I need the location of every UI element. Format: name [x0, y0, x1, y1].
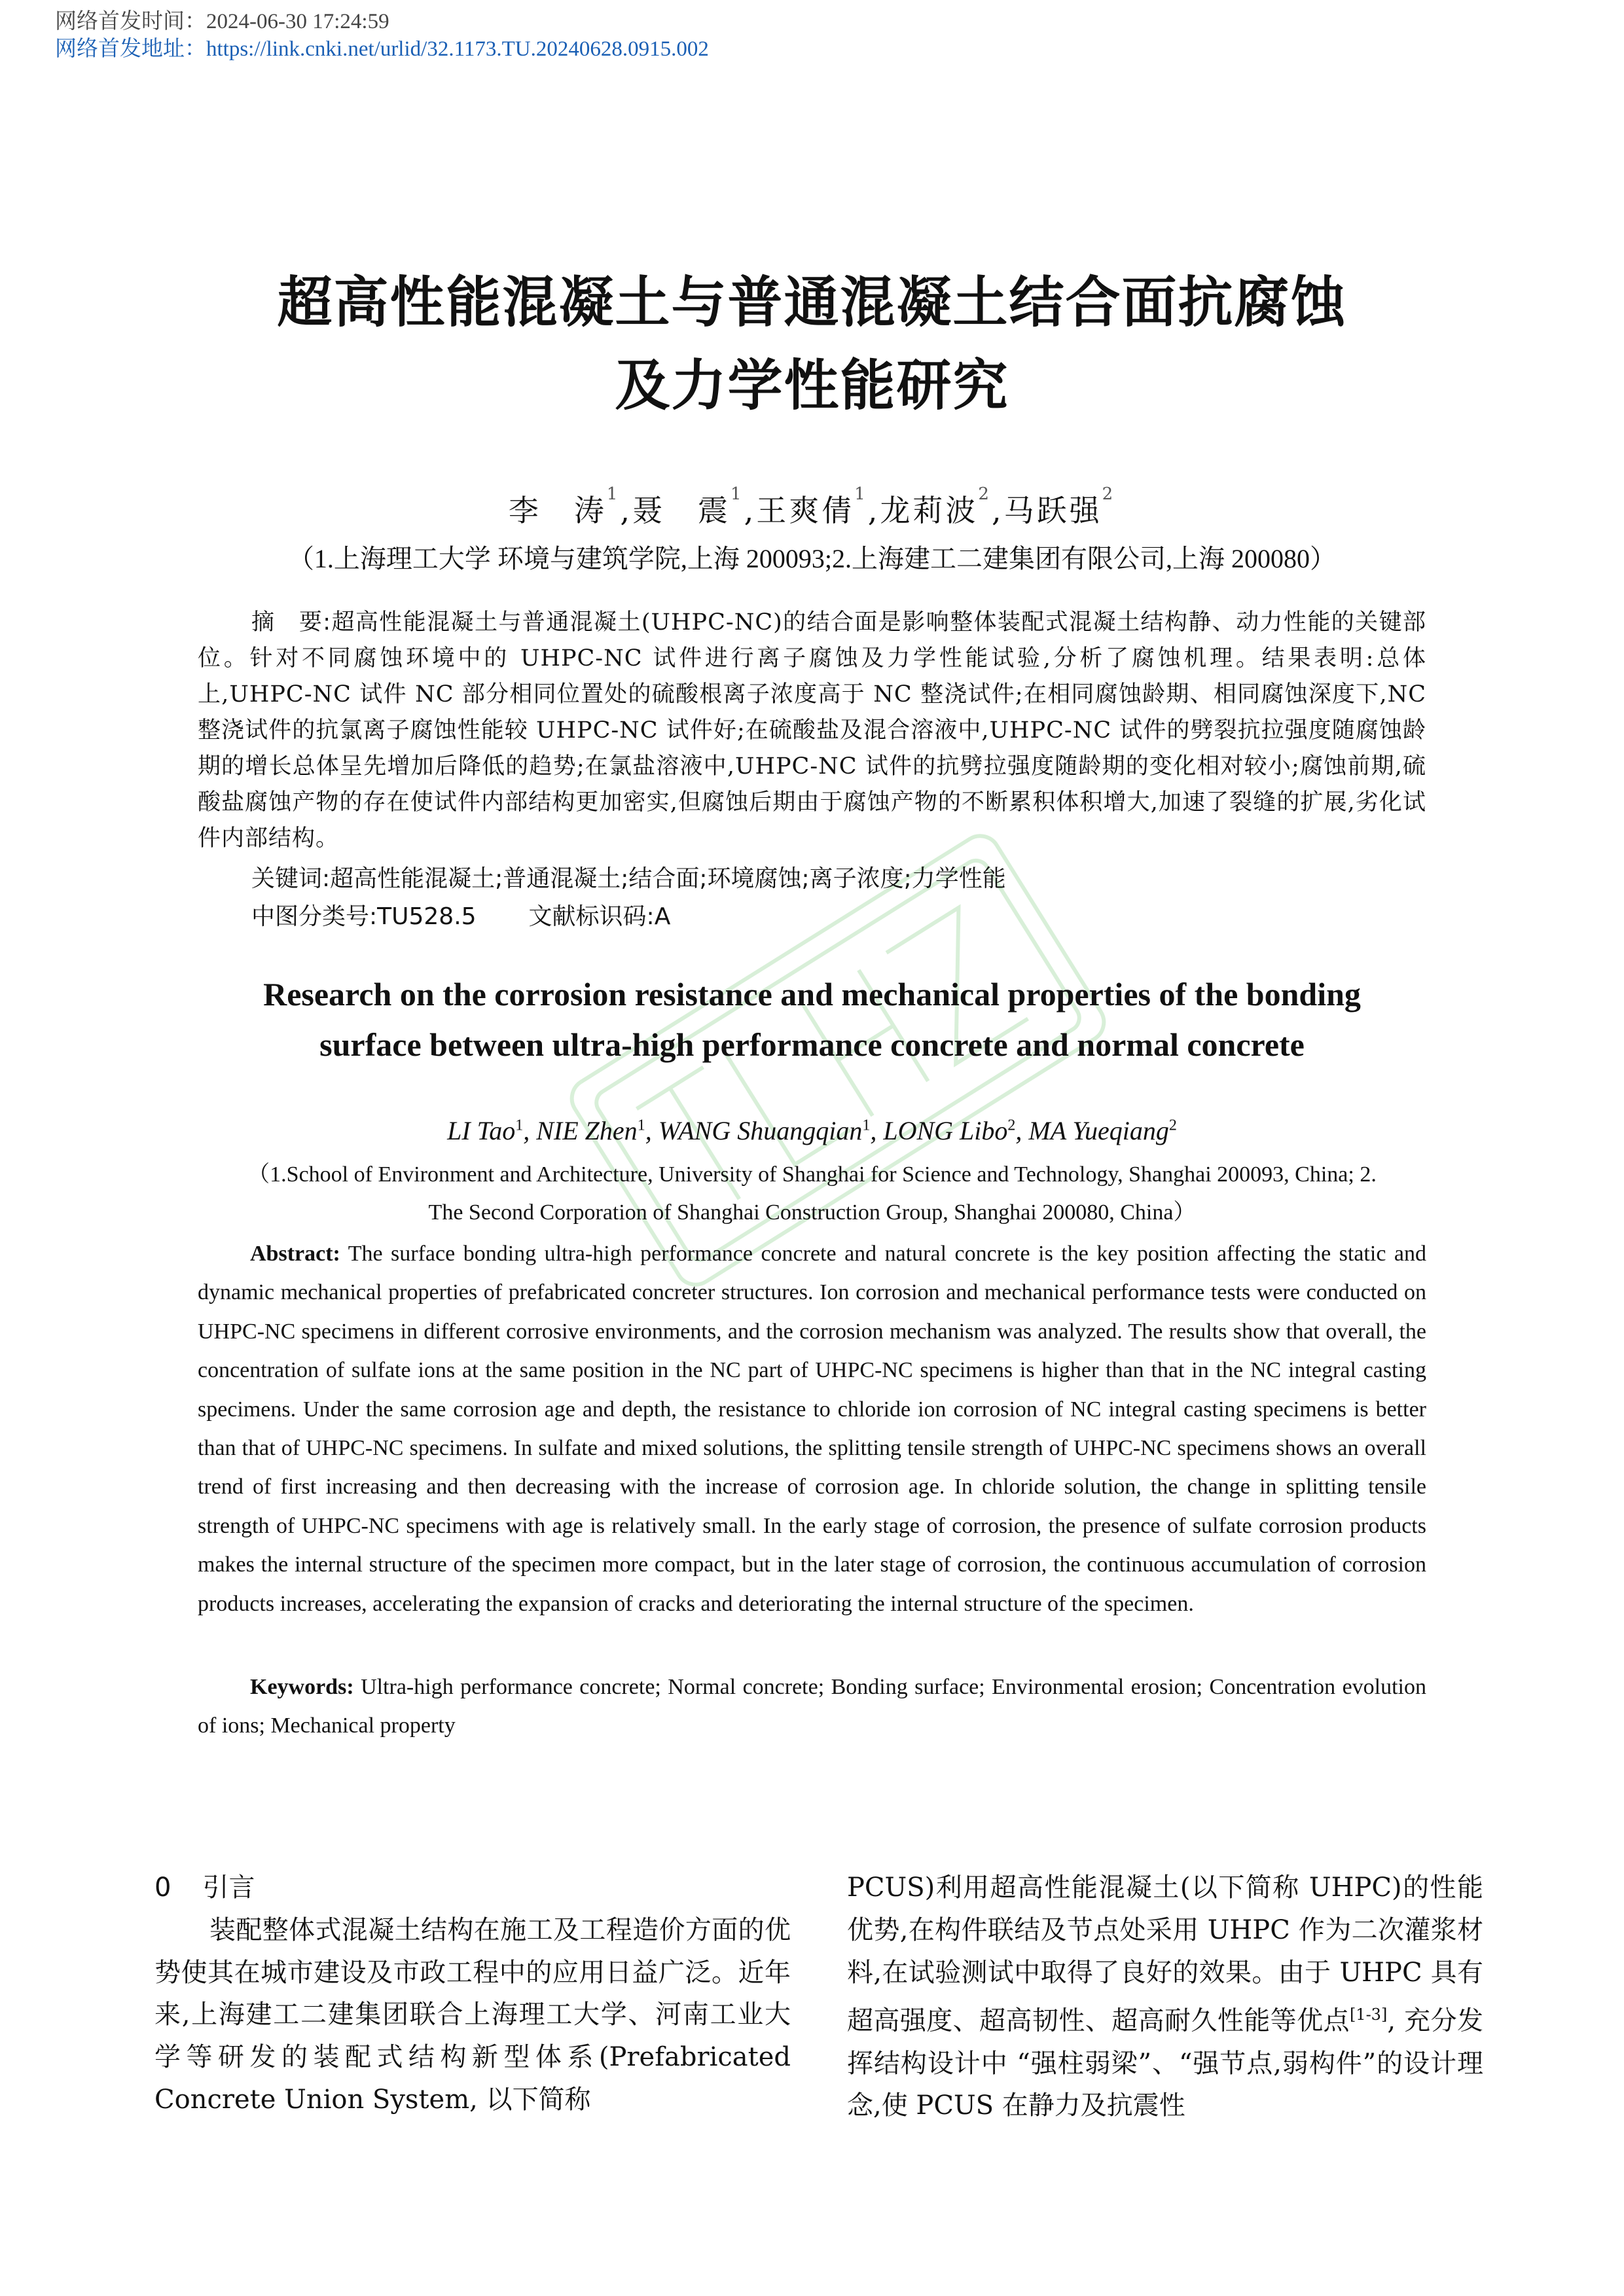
intro-paragraph-continued: [847, 1867, 1483, 2127]
section-number: 0: [154, 1873, 171, 1903]
author-zh: 聂 震: [632, 493, 731, 528]
author-zh: 王爽倩: [756, 493, 855, 528]
author-separator: ,: [870, 1116, 884, 1145]
first-publish-url-label: 网络首发地址：: [55, 37, 206, 61]
title-en-line-2: surface between ultra-high performance concrete and normal concrete: [319, 1026, 1305, 1063]
section-heading: [154, 1867, 791, 1909]
keywords-zh-label: 关键词:: [251, 865, 331, 892]
keywords-en-text: Ultra-high performance concrete; Normal concrete; Bonding surface; Environmental erosion; Concentration evolution of ions; Mechanical property: [198, 1675, 1426, 1738]
authors-zh: [0, 484, 1624, 530]
author-affil-mark: 2: [1168, 1117, 1177, 1134]
keywords-en-label: Keywords:: [250, 1675, 354, 1699]
author-en: NIE Zhen: [536, 1116, 638, 1145]
author-affil-mark: 2: [1102, 484, 1116, 504]
abstract-en-label: Abstract:: [250, 1242, 340, 1266]
title-en-line-1: Research on the corrosion resistance and mechanical properties of the bonding: [263, 976, 1361, 1013]
doc-code-value: A: [654, 903, 671, 930]
abstract-zh: [198, 605, 1426, 857]
abstract-zh-text: 超高性能混凝土与普通混凝土(UHPC-NC)的结合面是影响整体装配式混凝土结构静、动力性能的关键部位。针对不同腐蚀环境中的 UHPC-NC 试件进行离子腐蚀及力学性能试验,分析了腐蚀机理。结果表明:总体上,UHPC-NC 试件 NC 部分相同位置处的硫酸根离子浓度高于 NC 整浇试件;在相同腐蚀龄期、相同腐蚀深度下,NC 整浇试件的抗氯离子腐蚀性能较 UHPC-NC 试件好;在硫酸盐及混合溶液中,UHPC-NC 试件的劈裂抗拉强度随腐蚀龄期的增长总体呈先增加后降低的趋势;在氯盐溶液中,UHPC-NC 试件的抗劈拉强度随龄期的变化相对较小;腐蚀前期,硫酸盐腐蚀产物的存在使试件内部结构更加密实,但腐蚀后期由于腐蚀产物的不断累积体积增大,加速了裂缝的扩展,劣化试件内部结构。: [198, 609, 1426, 852]
citation-ref[interactable]: [1-3]: [1349, 2005, 1388, 2024]
author-affil-mark: 1: [515, 1117, 524, 1134]
intro-continued-text-b: , 充分发挥结构设计中 “强柱弱梁”、“强节点,弱构件”的设计理念,使 PCUS 在静力及抗震性: [847, 2005, 1483, 2121]
keywords-zh: [251, 860, 1006, 893]
first-publish-time: [55, 4, 389, 35]
affiliation-en-line-1: （1.School of Environment and Architecture, University of Shanghai for Science and Technology, Shanghai 200093, China; 2.: [247, 1162, 1377, 1187]
author-affil-mark: 2: [978, 484, 992, 504]
abstract-en-text: The surface bonding ultra-high performance concrete and natural concrete is the key position affecting the static and dynamic mechanical properties of prefabricated concreter structures. Ion corrosion and mechanical performance tests were conducted on UHPC-NC specimens in different corrosive environments, and the corrosion mechanism was analyzed. The results show that overall, the concentration of sulfate ions at the same position in the NC part of UHPC-NC specimens is higher than that in the NC integral casting specimens. Under the same corrosion age and depth, the resistance to chloride ion corrosion of NC integral casting specimens is better than that of UHPC-NC specimens. In sulfate and mixed solutions, the splitting tensile strength of UHPC-NC specimens shows an overall trend of first increasing and then decreasing with the increase of corrosion age. In chloride solution, the change in splitting tensile strength of UHPC-NC specimens with age is relatively small. In the early stage of corrosion, the presence of sulfate corrosion products makes the internal structure of the specimen more compact, but in the later stage of corrosion, the continuous accumulation of corrosion products increases, accelerating the expansion of cracks and deteriorating the internal structure of the specimen.: [198, 1242, 1426, 1616]
author-en: WANG Shuangqian: [658, 1116, 863, 1145]
affiliation-en-line-2: The Second Corporation of Shanghai Construction Group, Shanghai 200080, China）: [428, 1200, 1196, 1225]
affiliation-zh: （1.上海理工大学 环境与建筑学院,上海 200093;2.上海建工二建集团有限公司,上海 200080）: [287, 544, 1337, 573]
author-affil-mark: 1: [637, 1117, 645, 1134]
author-en: MA Yueqiang: [1028, 1116, 1169, 1145]
classification-line: [251, 898, 670, 931]
affiliation-en: [0, 1156, 1624, 1232]
author-separator: ,: [620, 493, 633, 528]
first-publish-url-link[interactable]: https://link.cnki.net/urlid/32.1173.TU.20240628.0915.002: [206, 37, 709, 61]
first-publish-url: [55, 31, 709, 62]
author-separator: ,: [867, 493, 880, 528]
author-separator: ,: [645, 1116, 659, 1145]
clc-label: 中图分类号:: [251, 903, 378, 930]
authors-en: [0, 1115, 1624, 1146]
first-publish-time-label: 网络首发时间：: [55, 10, 206, 33]
author-affil-mark: 1: [854, 484, 868, 504]
author-separator: ,: [991, 493, 1004, 528]
title-zh-line-1: 超高性能混凝土与普通混凝土结合面抗腐蚀: [277, 270, 1347, 334]
keywords-en: [198, 1668, 1426, 1746]
author-separator: ,: [523, 1116, 537, 1145]
first-publish-time-value: 2024-06-30 17:24:59: [206, 10, 389, 33]
author-affil-mark: 1: [606, 484, 621, 504]
body-right-column: [847, 1867, 1483, 2127]
author-en: LI Tao: [447, 1116, 516, 1145]
title-zh-line-2: 及力学性能研究: [615, 353, 1009, 418]
keywords-zh-text: 超高性能混凝土;普通混凝土;结合面;环境腐蚀;离子浓度;力学性能: [330, 865, 1006, 892]
author-en: LONG Libo: [883, 1116, 1008, 1145]
author-zh: 龙莉波: [880, 493, 979, 528]
abstract-zh-label: 摘 要:: [251, 609, 332, 636]
author-separator: ,: [1015, 1116, 1029, 1145]
author-affil-mark: 2: [1007, 1117, 1016, 1134]
doc-code-label: 文献标识码:: [528, 903, 655, 930]
author-affil-mark: 1: [731, 484, 744, 504]
author-affil-mark: 1: [862, 1117, 871, 1134]
abstract-en: [198, 1234, 1426, 1623]
intro-paragraph: 装配整体式混凝土结构在施工及工程造价方面的优势使其在城市建设及市政工程中的应用日益广泛。近年来,上海建工二建集团联合上海理工大学、河南工业大学等研发的装配式结构新型体系(Prefabricated Concrete Union System, 以下简称: [154, 1914, 791, 2115]
clc-value: TU528.5: [377, 903, 477, 930]
author-separator: ,: [744, 493, 757, 528]
intro-continued-text-a: PCUS)利用超高性能混凝土(以下简称 UHPC)的性能优势,在构件联结及节点处采用 UHPC 作为二次灌浆材料,在试验测试中取得了良好的效果。由于 UHPC 具有超高强度、超高韧性、超高耐久性能等优点: [847, 1873, 1483, 2036]
section-title: 引言: [202, 1873, 255, 1903]
body-left-column: [154, 1867, 791, 2121]
author-zh: 马跃强: [1003, 493, 1102, 528]
author-zh: 李 涛: [508, 493, 607, 528]
